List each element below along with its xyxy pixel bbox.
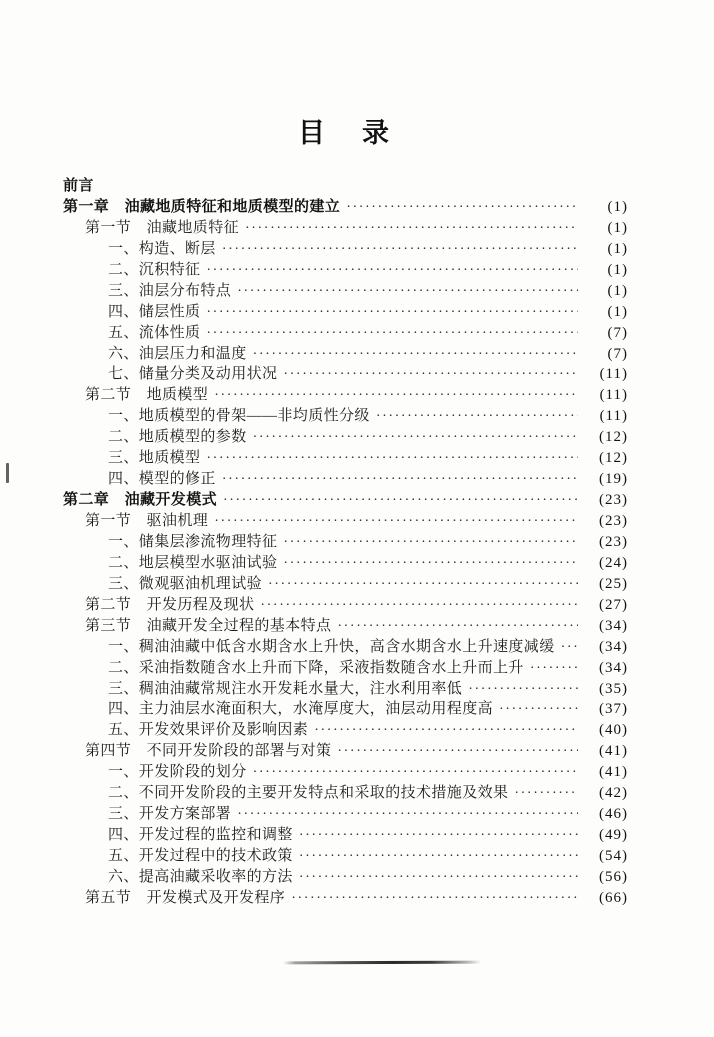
dot-leader-icon xyxy=(206,260,578,282)
toc-entry xyxy=(63,385,628,406)
dot-leader-icon xyxy=(237,804,578,826)
dot-leader-icon xyxy=(346,197,578,219)
toc-entry-page: (12) xyxy=(599,429,628,446)
toc-entry xyxy=(63,741,628,762)
toc-entry-page: (34) xyxy=(599,617,628,634)
toc-entry xyxy=(63,427,628,448)
toc-entry-page: (7) xyxy=(607,345,628,362)
toc-entry-label: 一、稠油油藏中低含水期含水上升快，高含水期含水上升速度减缓 xyxy=(108,638,555,655)
dot-leader-icon xyxy=(206,323,578,345)
toc-entry-label: 三、油层分布特点 xyxy=(108,282,232,299)
toc-entry-page: (66) xyxy=(599,889,628,906)
dot-leader-icon xyxy=(237,281,578,303)
toc-entry-label: 二、采油指数随含水上升而下降，采液指数随含水上升而上升 xyxy=(108,659,524,676)
toc-entry xyxy=(63,323,628,344)
toc-entry-page: (1) xyxy=(607,282,628,299)
dot-leader-icon xyxy=(283,364,578,386)
toc-entry-label: 三、微观驱油机理试验 xyxy=(108,575,263,592)
dot-leader-icon xyxy=(299,825,578,847)
dot-leader-icon xyxy=(314,720,578,742)
toc-entry-label: 一、地质模型的骨架——非均质性分级 xyxy=(108,408,370,425)
toc-entry-page: (23) xyxy=(599,492,628,509)
toc-entry-page: (23) xyxy=(599,533,628,550)
dot-leader-icon xyxy=(561,637,578,659)
toc-entry xyxy=(63,553,628,574)
dot-leader-icon xyxy=(514,783,578,805)
toc-entry-page: (54) xyxy=(599,848,628,864)
toc-entry-page: (1) xyxy=(607,219,628,236)
toc-entry-label: 三、稠油油藏常规注水开发耗水量大，注水利用率低 xyxy=(108,680,463,697)
toc-entry-label: 七、储量分类及动用状况 xyxy=(108,366,278,383)
toc-entry-page: (11) xyxy=(599,387,628,404)
dot-leader-icon xyxy=(223,490,578,512)
toc-entry-page: (37) xyxy=(599,701,628,718)
toc-entry xyxy=(63,658,628,679)
toc-entry xyxy=(63,281,628,302)
toc-entry-label: 第五节 开发模式及开发程序 xyxy=(85,889,286,906)
toc-entry-page: (24) xyxy=(599,554,628,571)
toc-entry xyxy=(63,699,628,720)
toc-entry xyxy=(63,846,628,867)
toc-entry-page: (40) xyxy=(599,722,628,739)
toc-entry-page: (19) xyxy=(599,471,628,488)
dot-leader-icon xyxy=(337,741,578,763)
toc-entry-label: 六、提高油藏采收率的方法 xyxy=(108,868,293,885)
toc-entry-page: (34) xyxy=(599,638,628,655)
page-title: 目 录 xyxy=(298,118,394,148)
toc-entry-label: 二、地质模型的参数 xyxy=(108,429,247,446)
toc-entry-label: 一、构造、断层 xyxy=(108,240,216,257)
dot-leader-icon xyxy=(245,218,578,240)
toc-entry-page: (1) xyxy=(607,198,628,215)
toc-entry-label: 四、开发过程的监控和调整 xyxy=(108,827,293,844)
dot-leader-icon xyxy=(376,406,578,428)
toc-entry-label: 二、地层模型水驱油试验 xyxy=(108,554,278,571)
toc-entry-page: (7) xyxy=(607,324,628,341)
dot-leader-icon xyxy=(253,762,578,784)
toc-entry xyxy=(63,595,628,616)
toc-entry xyxy=(63,637,628,658)
dot-leader-icon xyxy=(206,448,578,470)
toc-entry-label: 五、流体性质 xyxy=(108,324,201,341)
dot-leader-icon xyxy=(214,511,578,533)
toc-entry xyxy=(63,804,628,825)
toc-entry xyxy=(63,679,628,700)
dot-leader-icon xyxy=(253,427,578,449)
toc-entry-label: 第二章 油藏开发模式 xyxy=(63,491,218,509)
toc-entry xyxy=(63,825,628,846)
dot-leader-icon xyxy=(283,532,578,554)
toc-entry xyxy=(63,406,628,427)
toc-list xyxy=(63,176,628,909)
toc-entry xyxy=(63,197,628,218)
toc-entry-label: 四、储层性质 xyxy=(108,303,201,320)
toc-entry-page: (46) xyxy=(599,806,628,823)
toc-entry-page: (41) xyxy=(599,764,628,781)
dot-leader-icon xyxy=(260,595,578,617)
dot-leader-icon xyxy=(253,344,578,366)
toc-entry xyxy=(63,176,628,197)
toc-entry xyxy=(63,239,628,260)
toc-entry-label: 第一章 油藏地质特征和地质模型的建立 xyxy=(63,197,341,215)
dot-leader-icon xyxy=(222,469,578,491)
toc-entry-label: 第二节 开发历程及现状 xyxy=(85,596,255,613)
toc-entry-page: (49) xyxy=(599,827,628,844)
dot-leader-icon xyxy=(299,867,578,889)
toc-entry-label: 一、储集层渗流物理特征 xyxy=(108,533,278,550)
toc-entry-label: 第一节 驱油机理 xyxy=(85,513,209,529)
toc-entry-label: 四、主力油层水淹面积大，水淹厚度大，油层动用程度高 xyxy=(108,701,494,718)
dot-leader-icon xyxy=(214,385,578,407)
toc-entry-label: 六、油层压力和温度 xyxy=(108,345,247,362)
toc-entry xyxy=(63,218,628,239)
toc-entry xyxy=(63,448,628,469)
toc-entry-page: (25) xyxy=(599,575,628,592)
scan-smudge-line xyxy=(283,961,481,964)
toc-entry-page: (1) xyxy=(607,261,628,278)
toc-entry xyxy=(63,532,628,553)
toc-entry-page: (1) xyxy=(607,240,628,257)
dot-leader-icon xyxy=(283,553,578,575)
toc-entry xyxy=(63,783,628,804)
dot-leader-icon xyxy=(468,679,578,701)
scan-edge-mark xyxy=(6,463,9,483)
toc-entry-page: (42) xyxy=(599,785,628,802)
toc-entry xyxy=(63,490,628,511)
toc-entry-label: 三、开发方案部署 xyxy=(108,806,232,823)
dot-leader-icon xyxy=(291,888,578,910)
toc-entry xyxy=(63,867,628,888)
toc-entry-page: (11) xyxy=(599,408,628,425)
toc-entry-page: (56) xyxy=(599,868,628,885)
toc-entry xyxy=(63,511,628,532)
toc-entry-label: 第三节 油藏开发全过程的基本特点 xyxy=(85,617,332,634)
toc-entry xyxy=(63,888,628,909)
toc-entry xyxy=(63,720,628,741)
toc-entry-label: 二、不同开发阶段的主要开发特点和采取的技术措施及效果 xyxy=(108,785,509,802)
toc-entry xyxy=(63,344,628,365)
dot-leader-icon xyxy=(499,699,578,721)
toc-entry-label: 五、开发效果评价及影响因素 xyxy=(108,722,309,739)
toc-entry-label: 第一节 油藏地质特征 xyxy=(85,219,240,236)
toc-entry-page: (34) xyxy=(599,659,628,676)
toc-entry-label: 五、开发过程中的技术政策 xyxy=(108,848,293,864)
toc-entry-label: 第二节 地质模型 xyxy=(85,387,209,404)
toc-entry xyxy=(63,469,628,490)
dot-leader-icon xyxy=(222,239,578,261)
toc-entry-page: (23) xyxy=(599,513,628,529)
toc-entry xyxy=(63,616,628,637)
dot-leader-icon xyxy=(206,302,578,324)
toc-entry-label: 四、模型的修正 xyxy=(108,471,216,488)
toc-entry-label: 三、地质模型 xyxy=(108,450,201,467)
dot-leader-icon xyxy=(268,574,578,596)
toc-entry-page: (12) xyxy=(599,450,628,467)
dot-leader-icon xyxy=(337,616,578,638)
toc-entry-label: 二、沉积特征 xyxy=(108,261,201,278)
toc-entry xyxy=(63,574,628,595)
toc-entry-page: (1) xyxy=(607,303,628,320)
toc-entry-page: (27) xyxy=(599,596,628,613)
toc-entry-label: 前言 xyxy=(63,177,94,194)
dot-leader-icon xyxy=(299,846,578,868)
toc-entry-page: (35) xyxy=(599,680,628,697)
toc-entry xyxy=(63,260,628,281)
toc-entry-label: 第四节 不同开发阶段的部署与对策 xyxy=(85,743,332,760)
toc-entry xyxy=(63,364,628,385)
toc-entry xyxy=(63,302,628,323)
toc-entry-page: (11) xyxy=(599,366,628,383)
toc-entry xyxy=(63,762,628,783)
toc-entry-page: (41) xyxy=(599,743,628,760)
toc-entry-label: 一、开发阶段的划分 xyxy=(108,764,247,781)
dot-leader-icon xyxy=(530,658,578,680)
